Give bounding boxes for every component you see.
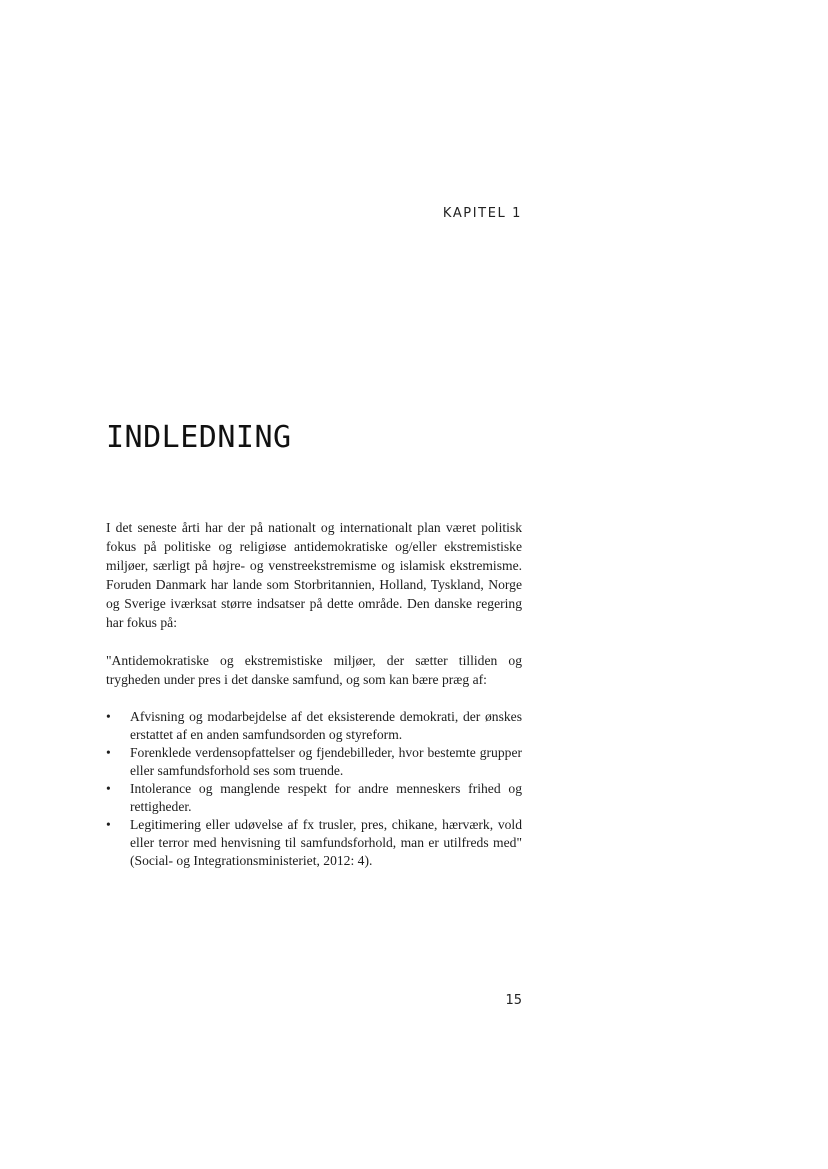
bullet-marker: • bbox=[106, 781, 111, 796]
chapter-label: KAPITEL 1 bbox=[442, 206, 522, 221]
list-item-text: Forenklede verdensopfattelser og fjendebilleder, hvor bestemte grupper eller samfundsforhold ses som truende. bbox=[130, 745, 522, 778]
quote-intro: "Antidemokratiske og ekstremistiske miljøer, der sætter tilliden og trygheden under pres i det danske samfund, og som kan bære præg af: bbox=[106, 653, 522, 687]
list-item bbox=[106, 816, 522, 870]
list-item bbox=[106, 708, 522, 744]
list-item bbox=[106, 780, 522, 816]
bullet-list bbox=[106, 708, 522, 870]
bullet-marker: • bbox=[106, 817, 111, 832]
list-item-text: Afvisning og modarbejdelse af det eksisterende demokrati, der ønskes erstattet af en anden samfundsorden og styreform. bbox=[130, 709, 522, 742]
intro-paragraph: I det seneste årti har der på nationalt og internationalt plan været politisk fokus på politiske og religiøse antidemokratiske og/eller ekstremistiske miljøer, særligt på højre- og venstreekstremisme og islamisk ekstremisme. Foruden Danmark har lande som Storbritannien, Holland, Tyskland, Norge og Sverige iværksat større indsatser på dette område. Den danske regering har fokus på: bbox=[106, 520, 522, 630]
list-item-text: Intolerance og manglende respekt for andre menneskers frihed og rettigheder. bbox=[130, 781, 522, 814]
list-item-text: Legitimering eller udøvelse af fx trusler, pres, chikane, hærværk, vold eller terror med henvisning til samfundsforhold, man er utilfreds med" (Social- og Integrationsministeriet, 2012: 4). bbox=[130, 817, 522, 868]
page-number: 15 bbox=[505, 993, 522, 1008]
bullet-marker: • bbox=[106, 745, 111, 760]
list-item bbox=[106, 744, 522, 780]
bullet-marker: • bbox=[106, 709, 111, 724]
chapter-title: INDLEDNING bbox=[106, 420, 292, 455]
